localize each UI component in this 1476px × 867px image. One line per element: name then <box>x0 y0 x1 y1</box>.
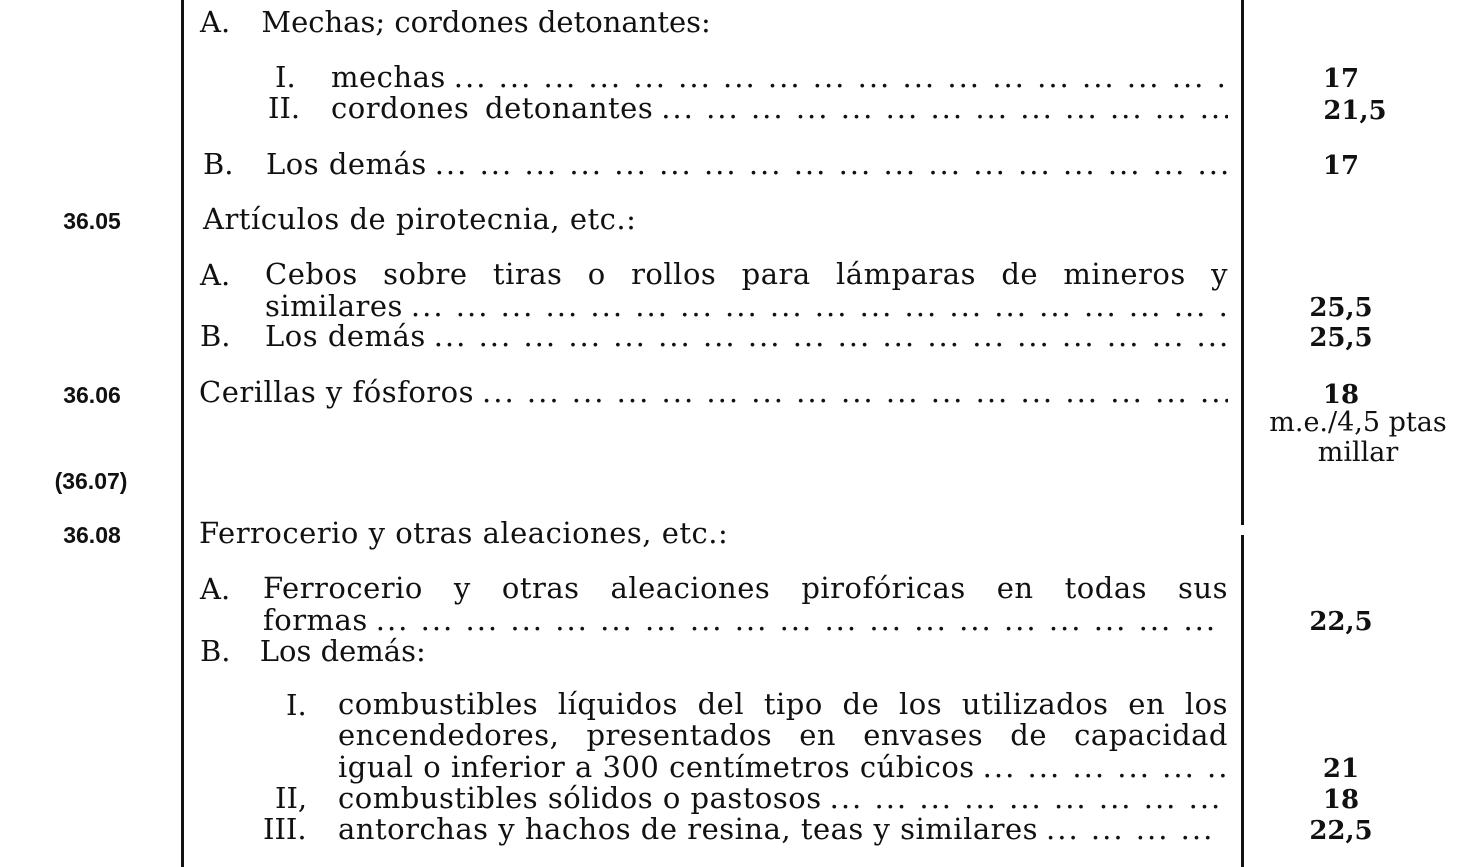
item-ii-comb <box>275 782 1228 814</box>
leader-dots <box>454 61 1228 93</box>
item-text: Cerillas y fósforos <box>199 375 475 409</box>
item-text: combustibles sólidos o pastosos <box>338 781 822 815</box>
leader-dots <box>434 320 1228 352</box>
item-mark: I. <box>275 60 296 94</box>
item-text: Los demás: <box>259 634 426 668</box>
item-text: Los demás <box>266 147 427 181</box>
item-text: antorchas y hachos de resina, teas y similares <box>338 812 1039 846</box>
rate-3606: 18 <box>1322 380 1360 410</box>
item-ii-cordones <box>268 92 1228 124</box>
rate-ii-cordones: 21,5 <box>1323 96 1387 126</box>
item-mark: B. <box>200 634 231 668</box>
rate-i-comb: 21 <box>1322 754 1360 784</box>
rate-b-demas: 17 <box>1322 151 1360 181</box>
item-text: mechas <box>331 60 446 94</box>
item-mark: A. <box>200 5 231 39</box>
rate-3606-unit: m.e./4,5 ptas <box>1269 407 1447 438</box>
item-a-cebos-line1: Cebos sobre tiras o rollos para lámparas de mineros y <box>265 257 1228 291</box>
leader-dots <box>435 148 1228 180</box>
leader-dots <box>830 782 1228 814</box>
item-mark: II. <box>268 91 301 125</box>
leader-dots <box>661 92 1228 124</box>
leader-dots <box>482 376 1228 408</box>
item-b-demas <box>203 148 1228 180</box>
left-column-rule <box>181 0 184 867</box>
right-column-rule-lower <box>1241 535 1244 867</box>
item-text: similares <box>265 289 403 323</box>
item-mark: III. <box>263 812 307 846</box>
leader-dots <box>376 604 1228 636</box>
item-i-comb-line2: encendedores, presentados en envases de capacidad <box>338 718 1228 752</box>
rate-a-cebos: 25,5 <box>1309 293 1373 323</box>
heading-code-3608: 36.08 <box>63 522 121 548</box>
rate-3606-unit-2: millar <box>1317 437 1399 468</box>
item-iii-ant <box>263 813 1228 845</box>
item-text: Mechas; cordones detonantes: <box>261 5 711 39</box>
item-mark: B. <box>200 319 231 353</box>
rate-ii-comb: 18 <box>1322 785 1360 815</box>
heading-code-3607: (36.07) <box>54 468 128 494</box>
rate-i-mechas: 17 <box>1322 64 1360 94</box>
heading-code-3605: 36.05 <box>63 208 121 234</box>
right-column-rule <box>1241 0 1244 525</box>
item-a-ferro-line1: Ferrocerio y otras aleaciones pirofóricas en todas sus <box>263 571 1228 605</box>
item-mark-a-cebos: A. <box>200 258 231 292</box>
leader-dots <box>983 751 1228 783</box>
item-text: formas <box>263 603 368 637</box>
heading-code-3606: 36.06 <box>63 382 121 408</box>
item-mark: B. <box>203 147 234 181</box>
item-a-cebos-line2 <box>265 290 1228 322</box>
rate-iii-ant: 22,5 <box>1309 816 1373 846</box>
heading-3608: Ferrocerio y otras aleaciones, etc.: <box>199 516 729 550</box>
heading-3605: Artículos de pirotecnia, etc.: <box>203 202 637 236</box>
item-text: igual o inferior a 300 centímetros cúbicos <box>338 750 975 784</box>
item-b-demas-3 <box>200 635 426 667</box>
item-text: Los demás <box>265 319 426 353</box>
item-i-comb-line1: combustibles líquidos del tipo de los utilizados en los <box>338 687 1228 721</box>
rate-b-demas-2: 25,5 <box>1309 323 1373 353</box>
heading-3606 <box>199 376 1228 408</box>
leader-dots <box>1046 813 1228 845</box>
item-mark-i-comb: I. <box>286 688 307 722</box>
leader-dots <box>411 290 1228 322</box>
item-mark: II, <box>275 781 308 815</box>
item-b-demas-2 <box>200 320 1228 352</box>
item-mark-a-ferro: A. <box>200 572 231 606</box>
item-i-comb-line3 <box>338 751 1228 783</box>
item-text: cordones detonantes <box>331 91 654 125</box>
item-i-mechas <box>275 61 1228 93</box>
item-a-ferro-line2 <box>263 604 1228 636</box>
rate-a-ferro: 22,5 <box>1309 607 1373 637</box>
item-a-mechas <box>200 6 711 38</box>
